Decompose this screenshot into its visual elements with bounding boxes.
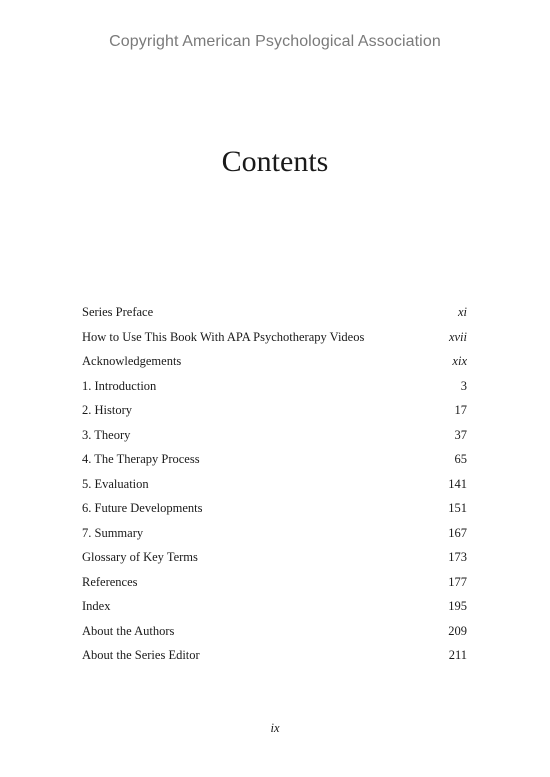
toc-entry-page: 65 xyxy=(454,452,467,466)
toc-entry xyxy=(82,349,467,374)
toc-entry-title: 7. Summary xyxy=(82,525,144,540)
toc-entry-page: xvii xyxy=(448,329,467,344)
toc-entry-title: 2. History xyxy=(82,403,132,417)
toc-entry xyxy=(82,447,467,472)
toc-entry-page: 151 xyxy=(448,501,467,515)
toc-entry-page: 17 xyxy=(454,403,467,417)
toc-entry-page: 209 xyxy=(448,623,467,638)
page-number: ix xyxy=(270,721,280,735)
copyright-notice: Copyright American Psychological Association xyxy=(109,33,441,50)
toc-entry-page: xix xyxy=(452,354,467,368)
toc-entry-title: 1. Introduction xyxy=(82,378,157,393)
toc-entry-title: 5. Evaluation xyxy=(82,476,149,491)
toc-entry xyxy=(82,472,467,497)
toc-entry xyxy=(82,570,467,595)
toc-entry-title: Index xyxy=(82,599,111,613)
toc-entry-title: 6. Future Developments xyxy=(82,501,203,515)
table-of-contents xyxy=(82,300,467,668)
toc-entry-title: References xyxy=(82,574,138,589)
toc-entry xyxy=(82,374,467,399)
toc-entry xyxy=(82,643,467,668)
toc-entry xyxy=(82,619,467,644)
toc-entry xyxy=(82,325,467,350)
page-title: Contents xyxy=(221,145,329,178)
toc-entry-title: 3. Theory xyxy=(82,427,131,442)
toc-entry-page: 211 xyxy=(448,648,467,662)
toc-entry-page: 3 xyxy=(460,378,467,393)
toc-entry-title: 4. The Therapy Process xyxy=(82,452,200,466)
toc-entry-title: How to Use This Book With APA Psychotherapy Videos xyxy=(82,329,365,344)
toc-entry xyxy=(82,423,467,448)
toc-entry-page: 141 xyxy=(448,476,467,491)
toc-entry-page: xi xyxy=(457,305,467,319)
toc-entry xyxy=(82,496,467,521)
toc-entry xyxy=(82,398,467,423)
toc-entry-page: 173 xyxy=(448,550,467,564)
toc-entry-title: About the Series Editor xyxy=(82,648,200,662)
toc-entry xyxy=(82,300,467,325)
toc-entry-page: 195 xyxy=(448,599,467,613)
toc-entry-title: Acknowledgements xyxy=(82,354,182,368)
toc-entry-page: 167 xyxy=(448,525,467,540)
toc-entry xyxy=(82,521,467,546)
toc-entry-title: Glossary of Key Terms xyxy=(82,550,198,564)
toc-entry-page: 37 xyxy=(454,427,467,442)
toc-entry xyxy=(82,594,467,619)
toc-entry-title: About the Authors xyxy=(82,623,175,638)
toc-entry xyxy=(82,545,467,570)
toc-entry-page: 177 xyxy=(448,574,467,589)
toc-entry-title: Series Preface xyxy=(82,305,154,319)
